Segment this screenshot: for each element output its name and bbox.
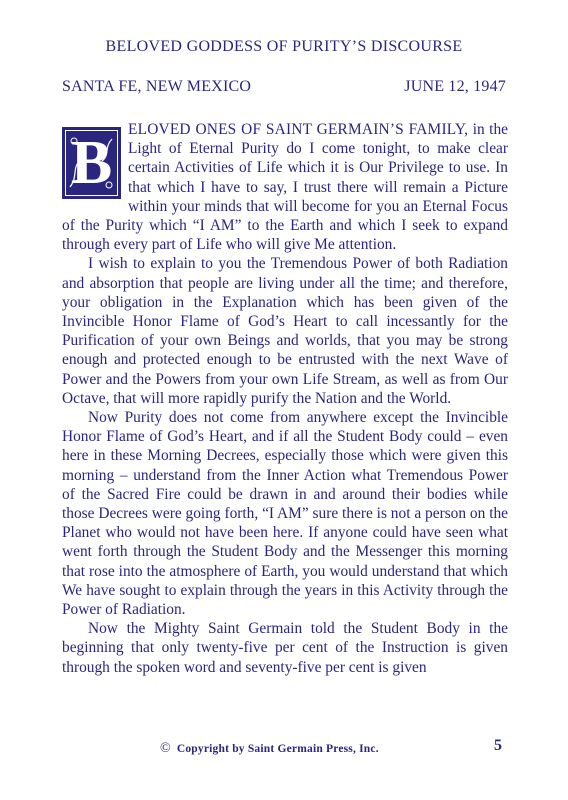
discourse-body (62, 120, 508, 677)
paragraph-1-text: in the Light of Eternal Purity do I come tonight, to make clear certain Activities of Life which it is Our Privilege to use. In that which I have to say, I trust there will remain a Picture within your minds that will become for you an Eternal Focus of the Purity which “I AM” to the Earth and which I seek to expand through every part of Life who will give Me attention. (62, 121, 508, 254)
copyright-text: Copyright by Saint Germain Press, Inc. (176, 743, 379, 755)
paragraph-2: I wish to explain to you the Tremendous Power of both Radiation and absorption that people are living under all the time; and therefore, your obligation in the Explanation which has been given of the Invincible Honor Flame of God’s Heart to call incessantly for the Purification of your own Beings and worlds, that you may be strong enough and protected enough to be entrusted with the next Wave of Power and the Powers from your own Life Stream, as well as from Our Octave, that will more rapidly purify the Nation and the World. (62, 255, 508, 407)
dropcap-letter: B (70, 129, 113, 197)
paragraph-3: Now Purity does not come from anywhere except the Invincible Honor Flame of God’s Heart, and if all the Student Body could – even here in these Morning Decrees, especially those which were given this morning – understand from the Inner Action what Tremendous Power of the Sacred Fire could be drawn in and around their bodies while those Decrees were going forth, “I AM” sure there is not a person on the Planet who would not have been here. If anyone could have seen what went forth through the Student Body and the Messenger this morning that rose into the atmosphere of Earth, you would understand that which We have sought to explain through the years in this Activity through the Power of Radiation. (62, 409, 508, 619)
location-line: SANTA FE, NEW MEXICO (62, 78, 252, 95)
date-line: JUNE 12, 1947 (404, 78, 506, 95)
copyright-notice (160, 741, 379, 757)
page-number: 5 (494, 737, 502, 754)
paragraph-1-lead: ELOVED ONES OF SAINT GERMAIN’S FAMILY, (128, 121, 469, 138)
page-title: BELOVED GODDESS OF PURITY’S DISCOURSE (105, 38, 463, 55)
copyright-symbol: © (160, 741, 171, 756)
dropcap-ornament (62, 127, 121, 199)
paragraph-1 (62, 120, 508, 254)
paragraph-4: Now the Mighty Saint Germain told the Student Body in the beginning that only twenty-five per cent of the Instruction is given through the spoken word and seventy-five per cent is given (62, 620, 508, 676)
